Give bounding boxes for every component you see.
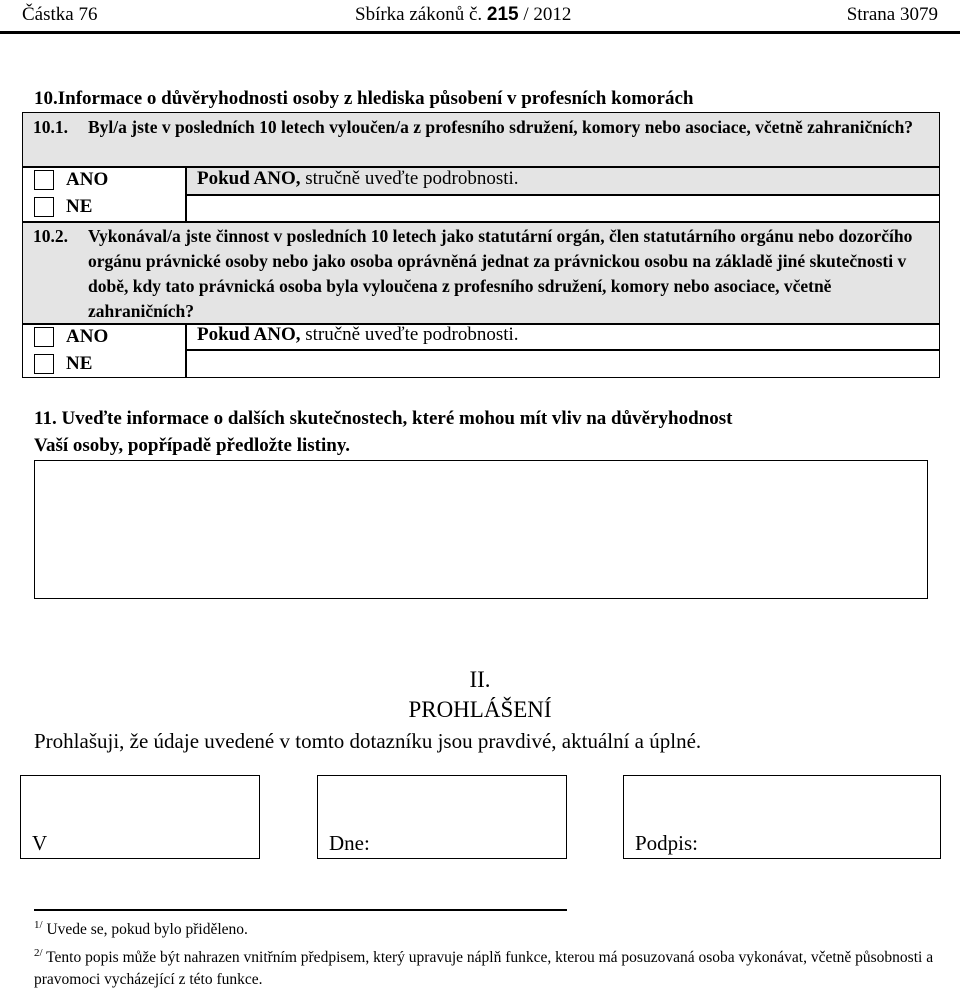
question-10-2-text: Vykonával/a jste činnost v posledních 10 letech jako statutární orgán, člen statutárního orgánu nebo dozorčího orgánu právnické osoby nebo jako osoba oprávněná jednat za právnickou osobu na základě jiné skutečnosti v době, kdy tato právnická osoba byla vyloučena z profesního sdružení, komory nebo asociace, včetně zahraničních? bbox=[88, 226, 913, 321]
section-10-title: 10.Informace o důvěryhodnosti osoby z hlediska působení v profesních komorách bbox=[34, 88, 694, 109]
question-10-2-number: 10.2. bbox=[33, 226, 68, 246]
declaration-statement: Prohlašuji, že údaje uvedené v tomto dotazníku jsou pravdivé, aktuální a úplné. bbox=[34, 729, 702, 753]
section-10-table bbox=[22, 112, 940, 378]
question-10-1-text: Byl/a jste v posledních 10 letech vyloučen/a z profesního sdružení, komory nebo asociace, včetně zahraničních? bbox=[88, 117, 914, 137]
footnote-1-mark: 1/ bbox=[34, 919, 43, 931]
option-10-2-yes-label: ANO bbox=[66, 326, 109, 347]
footnote-2 bbox=[34, 942, 934, 991]
header-part: Částka 76 bbox=[22, 4, 98, 25]
declaration-roman: II. bbox=[469, 667, 491, 692]
hint-10-2-text: Pokud ANO, stručně uveďte podrobnosti. bbox=[197, 324, 519, 345]
option-10-2-no-label: NE bbox=[66, 353, 93, 374]
divider bbox=[22, 221, 940, 223]
divider bbox=[22, 323, 940, 325]
declaration-title: PROHLÁŠENÍ bbox=[408, 697, 552, 722]
divider bbox=[185, 194, 940, 196]
footnote-1 bbox=[34, 914, 934, 941]
divider bbox=[185, 323, 187, 378]
section-11-answer-box[interactable] bbox=[34, 460, 928, 599]
footnote-1-text: Uvede se, pokud bylo přiděleno. bbox=[46, 921, 248, 939]
hint-10-1-text: Pokud ANO, stručně uveďte podrobnosti. bbox=[197, 168, 519, 189]
divider bbox=[22, 166, 940, 168]
date-label: Dne: bbox=[329, 831, 370, 855]
collection-year: / 2012 bbox=[523, 4, 572, 25]
section-11-title-line2: Vaší osoby, popřípadě předložte listiny. bbox=[34, 435, 351, 456]
date-field[interactable] bbox=[317, 775, 567, 859]
header-rule bbox=[0, 31, 960, 34]
place-label: V bbox=[32, 831, 48, 855]
signature-label: Podpis: bbox=[635, 831, 699, 855]
footnote-2-text: Tento popis může být nahrazen vnitřním předpisem, který upravuje náplň funkce, kterou má posuzovaná osoba vykonávat, včetně působnosti a pravomoci vycházející z této funkce. bbox=[34, 949, 934, 989]
divider bbox=[185, 349, 940, 351]
question-10-1-number: 10.1. bbox=[33, 117, 68, 137]
section-11-title-line1: 11. Uveďte informace o dalších skutečnostech, které mohou mít vliv na důvěryhodnost bbox=[34, 408, 733, 429]
divider bbox=[185, 166, 187, 221]
header-collection bbox=[355, 4, 571, 26]
collection-number: 215 bbox=[486, 4, 519, 25]
footnote-2-mark: 2/ bbox=[34, 947, 43, 959]
table-border bbox=[22, 112, 940, 378]
place-field[interactable] bbox=[20, 775, 260, 859]
footnote-rule bbox=[34, 909, 567, 911]
signature-field[interactable] bbox=[623, 775, 941, 859]
header-page: Strana 3079 bbox=[846, 4, 938, 25]
option-10-1-no-label: NE bbox=[66, 196, 93, 217]
option-10-1-yes-label: ANO bbox=[66, 169, 109, 190]
collection-label: Sbírka zákonů č. bbox=[355, 4, 483, 25]
